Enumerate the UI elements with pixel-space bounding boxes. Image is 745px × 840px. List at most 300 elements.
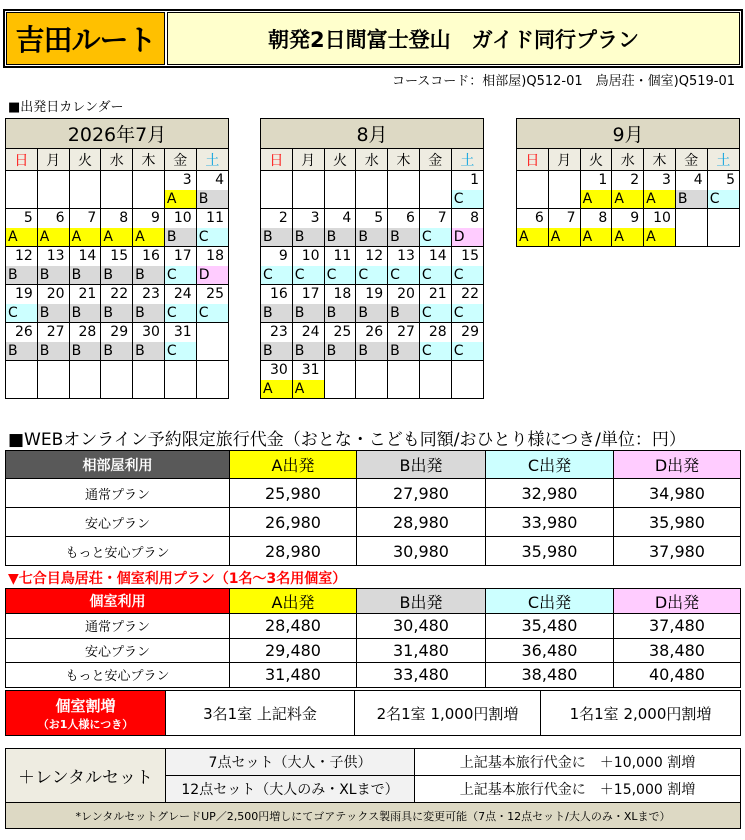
shared-room-price-table — [5, 450, 741, 566]
rental-table — [5, 748, 741, 829]
price-header: B出発 — [357, 589, 486, 614]
departure-type: C — [6, 304, 37, 322]
day-number: 24 — [173, 286, 192, 302]
rental-label: ＋レンタルセット — [6, 749, 166, 803]
departure-type: C — [165, 304, 196, 322]
calendar-empty-cell — [324, 361, 356, 399]
calendar-day[interactable] — [451, 285, 483, 323]
plan-name: 安心プラン — [6, 508, 230, 537]
day-number: 7 — [87, 210, 97, 226]
day-number: 22 — [461, 286, 479, 302]
calendar-month-title: 8月 — [261, 119, 484, 149]
calendar-empty-cell — [133, 361, 165, 399]
day-number: 10 — [301, 248, 320, 264]
departure-type: C — [165, 266, 196, 284]
day-number: 13 — [397, 248, 415, 264]
weekday-label: 火 — [324, 149, 356, 171]
calendar-day[interactable] — [6, 247, 38, 285]
departure-type: B — [388, 342, 419, 360]
day-number: 11 — [333, 248, 352, 264]
departure-type: A — [165, 190, 196, 208]
departure-type: B — [133, 342, 164, 360]
weekday-label: 日 — [6, 149, 38, 171]
price-cell: 35,980 — [486, 537, 614, 566]
price-cell: 32,980 — [486, 479, 614, 508]
calendar-day[interactable] — [261, 209, 293, 247]
day-number: 10 — [653, 210, 671, 226]
surcharge-sub: （お1人様につき） — [37, 717, 134, 731]
departure-type: C — [197, 228, 228, 246]
price-cell: 30,480 — [357, 614, 486, 639]
departure-type: C — [420, 228, 451, 246]
calendar-day[interactable] — [292, 247, 324, 285]
departure-type: B — [261, 342, 292, 360]
calendar-day[interactable] — [388, 323, 420, 361]
day-number: 5 — [374, 210, 384, 226]
departure-type: A — [70, 228, 101, 246]
calendar-day[interactable] — [101, 209, 133, 247]
departure-type: B — [356, 228, 387, 246]
day-number: 23 — [269, 324, 288, 340]
departure-type: B — [38, 342, 69, 360]
calendar-day[interactable] — [675, 171, 707, 209]
calendar-day[interactable] — [451, 171, 483, 209]
calendar-day[interactable] — [612, 209, 644, 247]
weekday-label: 土 — [451, 149, 483, 171]
departure-type: C — [452, 304, 483, 322]
departure-type: B — [165, 228, 196, 246]
weekday-label: 木 — [644, 149, 676, 171]
private-room-price-table — [5, 588, 741, 688]
calendar-day[interactable] — [133, 247, 165, 285]
day-number: 9 — [150, 210, 160, 226]
price-cell: 25,980 — [230, 479, 357, 508]
price-header: D出発 — [614, 451, 741, 479]
calendar-day[interactable] — [644, 209, 676, 247]
day-number: 27 — [397, 324, 415, 340]
departure-type: C — [420, 342, 451, 360]
day-number: 19 — [365, 286, 384, 302]
weekday-label: 日 — [517, 149, 549, 171]
departure-type: C — [325, 266, 356, 284]
departure-type: A — [101, 228, 132, 246]
day-number: 13 — [46, 248, 65, 264]
calendar-empty-cell — [388, 171, 420, 209]
departure-type: B — [388, 228, 419, 246]
day-number: 29 — [461, 324, 479, 340]
departure-type: A — [581, 228, 612, 246]
weekday-label: 金 — [419, 149, 451, 171]
departure-type: B — [101, 266, 132, 284]
calendar-empty-cell — [517, 171, 549, 209]
departure-type: B — [293, 228, 324, 246]
weekday-label: 水 — [101, 149, 133, 171]
weekday-label: 水 — [612, 149, 644, 171]
calendar-empty-cell — [37, 171, 69, 209]
weekday-label: 月 — [292, 149, 324, 171]
departure-type: B — [70, 342, 101, 360]
rental-price-12: 上記基本旅行代金に ＋15,000 割増 — [415, 776, 741, 803]
surcharge-3: 3名1室 上記料金 — [166, 691, 355, 736]
weekday-label: 土 — [196, 149, 228, 171]
calendar-day[interactable] — [548, 209, 580, 247]
departure-type: B — [388, 304, 419, 322]
day-number: 16 — [269, 286, 288, 302]
page-title: 朝発2日間富士登山 ガイド同行プラン — [167, 12, 740, 65]
calendar-day[interactable] — [164, 171, 196, 209]
private-surcharge-table — [5, 690, 741, 736]
price-cell: 27,980 — [357, 479, 486, 508]
day-number: 12 — [14, 248, 33, 264]
calendar-day[interactable] — [6, 285, 38, 323]
calendar-day[interactable] — [261, 247, 293, 285]
calendar-day[interactable] — [196, 171, 228, 209]
calendar-day[interactable] — [419, 323, 451, 361]
departure-type: A — [293, 380, 324, 398]
departure-type: B — [70, 266, 101, 284]
price-cell: 30,980 — [357, 537, 486, 566]
day-number: 30 — [142, 324, 160, 340]
calendar-day[interactable] — [419, 209, 451, 247]
calendar-day[interactable] — [133, 285, 165, 323]
day-number: 18 — [206, 248, 224, 264]
departure-type: C — [165, 342, 196, 360]
price-cell: 34,980 — [614, 479, 741, 508]
day-number: 6 — [55, 210, 65, 226]
day-number: 31 — [173, 324, 192, 340]
calendar-day[interactable] — [451, 209, 483, 247]
day-number: 7 — [566, 210, 576, 226]
calendar-empty-cell — [133, 171, 165, 209]
day-number: 16 — [142, 248, 160, 264]
calendar-day[interactable] — [356, 285, 388, 323]
departure-type: C — [452, 190, 483, 208]
calendar-day[interactable] — [292, 209, 324, 247]
calendar-empty-cell — [548, 171, 580, 209]
calendar-day[interactable] — [101, 285, 133, 323]
calendar-empty-cell — [451, 361, 483, 399]
calendar-empty-cell — [101, 361, 133, 399]
calendar-day[interactable] — [37, 285, 69, 323]
calendar-month-title: 9月 — [517, 119, 740, 149]
weekday-label: 金 — [675, 149, 707, 171]
calendar-day[interactable] — [37, 323, 69, 361]
departure-type: A — [6, 228, 37, 246]
calendar-day[interactable] — [164, 247, 196, 285]
price-cell: 31,480 — [357, 638, 486, 663]
calendar-day[interactable] — [356, 247, 388, 285]
day-number: 26 — [365, 324, 384, 340]
day-number: 31 — [301, 362, 320, 378]
calendar-day[interactable] — [644, 171, 676, 209]
day-number: 15 — [461, 248, 479, 264]
price-cell: 36,480 — [486, 638, 614, 663]
price-cell: 35,980 — [614, 508, 741, 537]
departure-type: C — [420, 304, 451, 322]
weekday-label: 日 — [261, 149, 293, 171]
departure-type: A — [517, 228, 548, 246]
day-number: 11 — [206, 210, 224, 226]
calendar-empty-cell — [164, 361, 196, 399]
course-code: コースコード：相部屋)Q512-01 鳥居荘・個室)Q519-01 — [391, 74, 735, 89]
calendar-day[interactable] — [69, 285, 101, 323]
calendar-day[interactable] — [517, 209, 549, 247]
calendar-day[interactable] — [196, 209, 228, 247]
calendar-month-title: 2026年7月 — [6, 119, 229, 149]
departure-type: B — [101, 304, 132, 322]
calendar-empty-cell — [292, 171, 324, 209]
day-number: 4 — [693, 172, 703, 188]
plan-name: 安心プラン — [6, 638, 230, 663]
calendar-day[interactable] — [6, 323, 38, 361]
day-number: 17 — [173, 248, 192, 264]
price-cell: 38,480 — [486, 663, 614, 688]
calendar-day[interactable] — [69, 209, 101, 247]
day-number: 26 — [14, 324, 33, 340]
day-number: 2 — [630, 172, 640, 188]
departure-type: A — [549, 228, 580, 246]
calendar-day[interactable] — [101, 247, 133, 285]
day-number: 25 — [333, 324, 352, 340]
price-cell: 28,980 — [230, 537, 357, 566]
day-number: 23 — [142, 286, 160, 302]
calendar-day[interactable] — [356, 209, 388, 247]
weekday-label: 木 — [133, 149, 165, 171]
departure-type: B — [133, 266, 164, 284]
departure-type: B — [325, 342, 356, 360]
departure-type: B — [325, 228, 356, 246]
departure-type: B — [38, 266, 69, 284]
departure-type: A — [644, 228, 675, 246]
price-cell: 35,480 — [486, 614, 614, 639]
calendar-day[interactable] — [133, 323, 165, 361]
weekday-label: 水 — [356, 149, 388, 171]
calendar-day[interactable] — [419, 285, 451, 323]
day-number: 9 — [278, 248, 288, 264]
day-number: 9 — [630, 210, 640, 226]
weekday-label: 金 — [164, 149, 196, 171]
day-number: 8 — [470, 210, 479, 226]
calendar-empty-cell — [101, 171, 133, 209]
departure-type: B — [293, 304, 324, 322]
calendar-empty-cell — [388, 361, 420, 399]
price-cell: 33,980 — [486, 508, 614, 537]
calendar-empty-cell — [419, 171, 451, 209]
calendar-day[interactable] — [164, 323, 196, 361]
day-number: 8 — [119, 210, 129, 226]
calendar-day[interactable] — [196, 285, 228, 323]
calendar-empty-cell — [6, 171, 38, 209]
day-number: 1 — [470, 172, 479, 188]
departure-type: B — [261, 304, 292, 322]
calendar-day[interactable] — [324, 209, 356, 247]
departure-type: B — [38, 304, 69, 322]
route-label: 吉田ルート — [6, 12, 165, 65]
calendar-empty-cell — [419, 361, 451, 399]
departure-type: A — [133, 228, 164, 246]
calendar-month — [5, 118, 229, 399]
surcharge-label: 個室割増 — [55, 696, 116, 715]
calendar-day[interactable] — [69, 247, 101, 285]
day-number: 21 — [78, 286, 97, 302]
calendar-day[interactable] — [451, 323, 483, 361]
calendar-empty-cell — [675, 209, 707, 247]
calendar-day[interactable] — [292, 361, 324, 399]
calendar-day[interactable] — [612, 171, 644, 209]
price-header: A出発 — [230, 589, 357, 614]
price-header: C出発 — [486, 589, 614, 614]
price-cell: 37,480 — [614, 614, 741, 639]
departure-type: A — [581, 190, 612, 208]
web-price-heading: ■WEBオンライン予約限定旅行代金（おとな・こども同額/おひとり様につき/単位：円） — [8, 430, 686, 450]
rental-set-12: 12点セット（大人のみ・XLまで） — [166, 776, 415, 803]
day-number: 4 — [215, 172, 224, 188]
calendar-day[interactable] — [292, 323, 324, 361]
departure-type: B — [325, 304, 356, 322]
price-cell: 37,980 — [614, 537, 741, 566]
calendar-day[interactable] — [6, 209, 38, 247]
departure-type: A — [612, 228, 643, 246]
calendar-empty-cell — [6, 361, 38, 399]
day-number: 5 — [23, 210, 33, 226]
weekday-label: 火 — [69, 149, 101, 171]
calendar-day[interactable] — [69, 323, 101, 361]
departure-type: B — [356, 304, 387, 322]
calendar-day[interactable] — [356, 323, 388, 361]
calendar-day[interactable] — [580, 171, 612, 209]
calendar-day[interactable] — [324, 247, 356, 285]
calendar-day[interactable] — [164, 285, 196, 323]
departure-type: B — [261, 228, 292, 246]
day-number: 20 — [397, 286, 415, 302]
day-number: 24 — [301, 324, 320, 340]
day-number: 17 — [301, 286, 320, 302]
calendar-day[interactable] — [388, 247, 420, 285]
surcharge-label-cell — [6, 691, 166, 736]
day-number: 14 — [428, 248, 447, 264]
calendar-empty-cell — [356, 361, 388, 399]
calendar-day[interactable] — [292, 285, 324, 323]
departure-type: A — [38, 228, 69, 246]
calendar-day[interactable] — [261, 323, 293, 361]
plan-name: もっと安心プラン — [6, 663, 230, 688]
plan-name: もっと安心プラン — [6, 537, 230, 566]
day-number: 21 — [428, 286, 447, 302]
day-number: 6 — [405, 210, 415, 226]
calendar-day[interactable] — [37, 209, 69, 247]
calendar-day[interactable] — [37, 247, 69, 285]
departure-type: B — [133, 304, 164, 322]
calendar-empty-cell — [69, 361, 101, 399]
rental-price-7: 上記基本旅行代金に ＋10,000 割増 — [415, 749, 741, 776]
page-header — [3, 9, 743, 68]
price-cell: 26,980 — [230, 508, 357, 537]
day-number: 18 — [333, 286, 352, 302]
price-header: 個室利用 — [6, 589, 230, 614]
calendar-day[interactable] — [261, 285, 293, 323]
calendar-day[interactable] — [133, 209, 165, 247]
calendar-empty-cell — [196, 323, 228, 361]
weekday-label: 火 — [580, 149, 612, 171]
calendar-empty-cell — [261, 171, 293, 209]
day-number: 19 — [14, 286, 33, 302]
calendar-day[interactable] — [580, 209, 612, 247]
calendar-day[interactable] — [101, 323, 133, 361]
day-number: 10 — [173, 210, 192, 226]
day-number: 27 — [46, 324, 65, 340]
weekday-label: 月 — [37, 149, 69, 171]
day-number: 3 — [661, 172, 671, 188]
calendar-day[interactable] — [388, 285, 420, 323]
departure-type: A — [261, 380, 292, 398]
price-header: D出発 — [614, 589, 741, 614]
departure-type: B — [356, 342, 387, 360]
calendar-day[interactable] — [451, 247, 483, 285]
day-number: 29 — [110, 324, 129, 340]
day-number: 15 — [110, 248, 129, 264]
plan-name: 通常プラン — [6, 614, 230, 639]
weekday-label: 月 — [548, 149, 580, 171]
calendar-day[interactable] — [324, 323, 356, 361]
day-number: 5 — [726, 172, 735, 188]
day-number: 12 — [365, 248, 384, 264]
day-number: 30 — [269, 362, 288, 378]
departure-type: B — [676, 190, 707, 208]
departure-type: C — [388, 266, 419, 284]
day-number: 2 — [278, 210, 288, 226]
calendar-day[interactable] — [707, 171, 739, 209]
calendar-day[interactable] — [324, 285, 356, 323]
departure-type: C — [197, 304, 228, 322]
day-number: 28 — [428, 324, 447, 340]
departure-type: C — [452, 266, 483, 284]
departure-type: B — [197, 190, 228, 208]
price-header: A出発 — [230, 451, 357, 479]
day-number: 14 — [78, 248, 97, 264]
calendar-day[interactable] — [388, 209, 420, 247]
price-header: B出発 — [357, 451, 486, 479]
price-cell: 33,480 — [357, 663, 486, 688]
calendar-day[interactable] — [164, 209, 196, 247]
day-number: 3 — [310, 210, 320, 226]
price-cell: 28,980 — [357, 508, 486, 537]
day-number: 20 — [46, 286, 65, 302]
calendar-day[interactable] — [261, 361, 293, 399]
calendar-heading: ■出発日カレンダー — [8, 100, 124, 115]
departure-type: C — [420, 266, 451, 284]
departure-type: C — [293, 266, 324, 284]
departure-type: B — [6, 342, 37, 360]
calendar-empty-cell — [37, 361, 69, 399]
calendar-empty-cell — [324, 171, 356, 209]
calendar-empty-cell — [196, 361, 228, 399]
departure-type: D — [197, 266, 228, 284]
departure-type: A — [644, 190, 675, 208]
weekday-label: 木 — [388, 149, 420, 171]
day-number: 28 — [78, 324, 97, 340]
price-cell: 28,480 — [230, 614, 357, 639]
departure-type: A — [612, 190, 643, 208]
surcharge-1: 1名1室 2,000円割増 — [541, 691, 741, 736]
day-number: 6 — [534, 210, 544, 226]
price-header: 相部屋利用 — [6, 451, 230, 479]
day-number: 1 — [598, 172, 608, 188]
calendar-day[interactable] — [419, 247, 451, 285]
rental-note: *レンタルセットグレードUP／2,500円増しにてゴアテックス製雨具に変更可能（7点・12点セット/大人のみ・XLまで） — [6, 803, 741, 829]
surcharge-2: 2名1室 1,000円割増 — [355, 691, 541, 736]
price-cell: 29,480 — [230, 638, 357, 663]
calendar-day[interactable] — [196, 247, 228, 285]
